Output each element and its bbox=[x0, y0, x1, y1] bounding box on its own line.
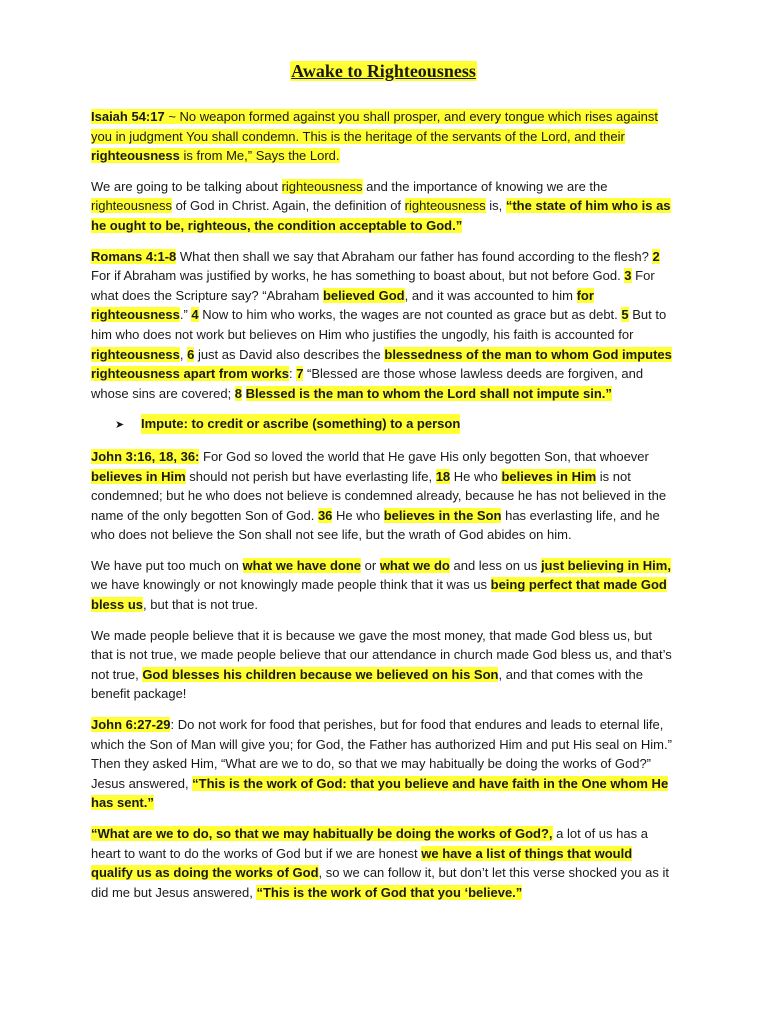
highlighted-text: believed God bbox=[322, 287, 405, 303]
text-run: For what does the Scripture say? “Abraham bbox=[91, 268, 655, 303]
highlighted-text: “This is the work of God: that you believe and have faith in the One whom He has sent.” bbox=[91, 775, 669, 811]
text-run: we have knowingly or not knowingly made people think that it was us bbox=[91, 577, 491, 593]
definition-text: Impute: to credit or ascribe (something) to a person bbox=[141, 414, 460, 434]
text-run: We have put too much on bbox=[91, 557, 243, 573]
highlighted-text: 36 bbox=[317, 507, 333, 523]
text-run: and less on us bbox=[449, 557, 541, 573]
highlighted-text: righteousness bbox=[91, 346, 180, 362]
highlighted-text: righteousness bbox=[281, 178, 363, 194]
text-run: just as David also describes the bbox=[194, 346, 385, 362]
text-run: , bbox=[179, 346, 188, 362]
text-run: and the importance of knowing we are the bbox=[362, 178, 608, 194]
highlighted-text: believes in the Son bbox=[383, 507, 502, 523]
text-run: But to him who does not work but believes on Him who justifies the ungodly, his faith is accounted for bbox=[91, 307, 667, 342]
text-run: is not condemned; but he who does not believe is condemned already, because he has not believed in the name of the only begotten Son of God. bbox=[91, 468, 667, 523]
text-run: What then shall we say that Abraham our father has found according to the flesh? bbox=[176, 248, 653, 264]
document-section-top bbox=[91, 107, 676, 403]
highlighted-text: 3 bbox=[624, 268, 632, 284]
text-run: He who bbox=[450, 468, 502, 484]
highlighted-text: believes in Him bbox=[501, 468, 597, 484]
text-run: should not perish but have everlasting life, bbox=[185, 468, 436, 484]
highlighted-text: 6 bbox=[187, 346, 195, 362]
paragraph bbox=[91, 177, 676, 236]
text-run: or bbox=[361, 557, 380, 573]
highlighted-text: righteousness bbox=[91, 148, 180, 164]
highlighted-text: Isaiah 54:17 bbox=[91, 109, 165, 124]
highlighted-text: 7 bbox=[296, 366, 304, 382]
document-title-text: Awake to Righteousness bbox=[291, 61, 476, 81]
highlighted-text: 8 bbox=[234, 385, 243, 401]
highlighted-text: for righteousness bbox=[91, 287, 594, 323]
highlighted-text: just believing in Him, bbox=[540, 557, 671, 573]
highlighted-text: righteousness bbox=[91, 198, 172, 214]
highlighted-text: “This is the work of God that you ‘believe.” bbox=[256, 884, 523, 900]
highlighted-text: 18 bbox=[435, 468, 451, 484]
highlighted-text: righteousness bbox=[404, 198, 486, 214]
definition-bullet bbox=[91, 414, 676, 436]
document-title bbox=[91, 48, 676, 85]
paragraph bbox=[91, 715, 676, 813]
text-run: We are going to be talking about bbox=[91, 178, 282, 194]
paragraph bbox=[91, 626, 676, 704]
paragraph bbox=[91, 556, 676, 615]
paragraph bbox=[91, 247, 676, 404]
text-run: For God so loved the world that He gave His only begotten Son, that whoever bbox=[199, 448, 649, 464]
text-run: Now to him who works, the wages are not counted as grace but as debt. bbox=[198, 307, 622, 323]
arrow-bullet-icon: ➤ bbox=[115, 419, 125, 432]
highlighted-text: what we have done bbox=[242, 557, 362, 573]
highlighted-text: Romans 4:1-8 bbox=[91, 248, 177, 264]
text-run: of God in Christ. Again, the definition of bbox=[171, 198, 405, 214]
highlighted-text: 2 bbox=[652, 248, 660, 264]
text-run: : bbox=[288, 366, 297, 382]
highlighted-text: God blesses his children because we believed on his Son bbox=[142, 666, 499, 682]
paragraph bbox=[91, 107, 676, 166]
text-run: has everlasting life, and he who does not believe the Son shall not see life, but the wrath of God abides on him. bbox=[91, 507, 660, 543]
text-run: , so we can follow it, but don’t let this verse shocked you as it did me but Jesus answered, bbox=[91, 865, 669, 900]
highlighted-text: “What are we to do, so that we may habitually be doing the works of God?, bbox=[91, 826, 553, 841]
text-run: a lot of us has a heart to want to do the works of God but if we are honest bbox=[91, 826, 648, 861]
highlighted-text: is from Me,” Says the Lord. bbox=[179, 148, 340, 164]
highlighted-text: believes in Him bbox=[91, 468, 186, 484]
paragraph bbox=[91, 447, 676, 545]
highlighted-text: what we do bbox=[379, 557, 450, 573]
text-run: : Do not work for food that perishes, but for food that endures and leads to eternal life, which the Son of Man will give you; for God, the Father has authorized Him and put His seal on Him.” Then they asked Him, “What are we to do, so that we may habitually be doing the works of God?” Jesus answered, bbox=[91, 717, 672, 791]
text-run: , but that is not true. bbox=[143, 597, 258, 613]
document-section-bottom bbox=[91, 447, 676, 902]
highlighted-text: 5 bbox=[621, 307, 629, 323]
text-run: , and that comes with the benefit package! bbox=[91, 666, 644, 702]
highlighted-text: ~ No weapon formed against you shall prosper, and every tongue which rises against you in judgment You shall condemn. This is the heritage of the servants of the Lord, and their bbox=[91, 109, 658, 144]
highlighted-text: we have a list of things that would qualify us as doing the works of God bbox=[91, 845, 633, 881]
highlighted-text: John 3:16, 18, 36: bbox=[91, 448, 200, 464]
text-run: , and it was accounted to him bbox=[404, 287, 577, 303]
text-run: For if Abraham was justified by works, he has something to boast about, but not before God. bbox=[91, 268, 625, 284]
highlighted-text: blessedness of the man to whom God imputes righteousness apart from works bbox=[91, 346, 672, 382]
text-run: is, bbox=[485, 198, 506, 214]
highlighted-text: “the state of him who is as he ought to be, righteous, the condition acceptable to God.” bbox=[91, 198, 671, 233]
paragraph bbox=[91, 824, 676, 902]
text-run: .” bbox=[179, 307, 192, 323]
highlighted-text: John 6:27-29 bbox=[91, 717, 171, 733]
highlighted-text: being perfect that made God bless us bbox=[91, 577, 667, 613]
highlighted-text: 4 bbox=[191, 307, 199, 323]
text-run: He who bbox=[332, 507, 384, 523]
text-run: We made people believe that it is because we gave the most money, that made God bless us, but that is not true, we made people believe that our attendance in church made God bless us, and that’s not true, bbox=[91, 627, 672, 682]
text-run: “Blessed are those whose lawless deeds are forgiven, and whose sins are covered; bbox=[91, 366, 644, 401]
highlighted-text: Blessed is the man to whom the Lord shall not impute sin.” bbox=[245, 385, 612, 401]
